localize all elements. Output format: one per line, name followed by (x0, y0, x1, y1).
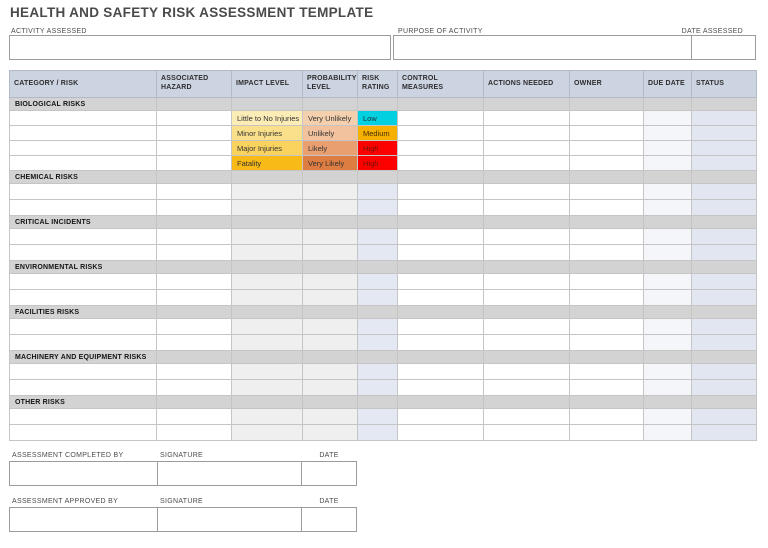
cell-owner[interactable] (570, 335, 644, 351)
table-row (10, 126, 757, 141)
cell-status[interactable] (692, 126, 757, 141)
table-row (10, 319, 757, 335)
risk-rating-cell[interactable]: Low (358, 111, 398, 126)
date-assessed-label: DATE ASSESSED (681, 28, 743, 35)
cell-category[interactable] (10, 364, 157, 380)
cell-probability[interactable] (303, 184, 358, 200)
signature-label: SIGNATURE (160, 498, 204, 505)
cell-due-date[interactable] (644, 245, 692, 261)
date-input[interactable] (301, 507, 357, 532)
cell-category[interactable] (10, 319, 157, 335)
cell-status[interactable] (692, 229, 757, 245)
cell-owner[interactable] (570, 425, 644, 441)
col-header-owner: OWNER (570, 71, 644, 98)
cell-category[interactable] (10, 409, 157, 425)
cell-owner[interactable] (570, 156, 644, 171)
cell-hazard[interactable] (157, 156, 232, 171)
cell-status[interactable] (692, 156, 757, 171)
activity-assessed-input[interactable] (9, 35, 391, 60)
cell-actions-needed[interactable] (484, 274, 570, 290)
impact-level-cell[interactable]: Fatality (232, 156, 303, 171)
cell-due-date[interactable] (644, 364, 692, 380)
cell-hazard[interactable] (157, 141, 232, 156)
section-label: MACHINERY AND EQUIPMENT RISKS (10, 351, 157, 364)
signature-input[interactable] (157, 461, 302, 486)
table-row (10, 184, 757, 200)
probability-level-cell[interactable]: Unlikely (303, 126, 358, 141)
cell-control-measures[interactable] (398, 229, 484, 245)
cell-hazard[interactable] (157, 364, 232, 380)
table-row (10, 245, 757, 261)
cell-probability[interactable] (303, 200, 358, 216)
cell-hazard[interactable] (157, 425, 232, 441)
cell-impact[interactable] (232, 200, 303, 216)
cell-probability[interactable] (303, 245, 358, 261)
date-label: DATE (319, 498, 339, 505)
cell-rating[interactable] (358, 335, 398, 351)
probability-level-cell[interactable]: Very Unlikely (303, 111, 358, 126)
cell-rating[interactable] (358, 425, 398, 441)
cell-due-date[interactable] (644, 290, 692, 306)
section-label: BIOLOGICAL RISKS (10, 98, 157, 111)
cell-actions-needed[interactable] (484, 409, 570, 425)
cell-status[interactable] (692, 245, 757, 261)
cell-probability[interactable] (303, 409, 358, 425)
cell-status[interactable] (692, 141, 757, 156)
cell-control-measures[interactable] (398, 335, 484, 351)
cell-category[interactable] (10, 126, 157, 141)
col-header-probability-level: PROBABILITY LEVEL (303, 71, 358, 98)
cell-actions-needed[interactable] (484, 229, 570, 245)
table-row (10, 409, 757, 425)
cell-impact[interactable] (232, 245, 303, 261)
cell-status[interactable] (692, 111, 757, 126)
cell-rating[interactable] (358, 245, 398, 261)
cell-actions-needed[interactable] (484, 184, 570, 200)
cell-due-date[interactable] (644, 184, 692, 200)
cell-category[interactable] (10, 245, 157, 261)
cell-impact[interactable] (232, 364, 303, 380)
cell-due-date[interactable] (644, 319, 692, 335)
cell-owner[interactable] (570, 409, 644, 425)
col-header-due-date: DUE DATE (644, 71, 692, 98)
cell-due-date[interactable] (644, 200, 692, 216)
cell-category[interactable] (10, 141, 157, 156)
col-header-actions-needed: ACTIONS NEEDED (484, 71, 570, 98)
cell-impact[interactable] (232, 319, 303, 335)
cell-category[interactable] (10, 380, 157, 396)
cell-owner[interactable] (570, 245, 644, 261)
section-row-facilities-risks (10, 306, 757, 319)
table-header-row (10, 71, 757, 98)
assessment-approved-by-input[interactable] (9, 507, 158, 532)
cell-control-measures[interactable] (398, 200, 484, 216)
cell-category[interactable] (10, 111, 157, 126)
cell-control-measures[interactable] (398, 380, 484, 396)
cell-actions-needed[interactable] (484, 126, 570, 141)
cell-control-measures[interactable] (398, 141, 484, 156)
cell-hazard[interactable] (157, 245, 232, 261)
cell-actions-needed[interactable] (484, 141, 570, 156)
cell-category[interactable] (10, 156, 157, 171)
col-header-associated-hazard: ASSOCIATED HAZARD (157, 71, 232, 98)
cell-category[interactable] (10, 290, 157, 306)
cell-status[interactable] (692, 274, 757, 290)
probability-level-cell[interactable]: Likely (303, 141, 358, 156)
section-label: CRITICAL INCIDENTS (10, 216, 157, 229)
cell-hazard[interactable] (157, 409, 232, 425)
cell-due-date[interactable] (644, 229, 692, 245)
cell-actions-needed[interactable] (484, 156, 570, 171)
cell-hazard[interactable] (157, 274, 232, 290)
cell-due-date[interactable] (644, 156, 692, 171)
cell-control-measures[interactable] (398, 364, 484, 380)
cell-impact[interactable] (232, 380, 303, 396)
cell-owner[interactable] (570, 364, 644, 380)
cell-probability[interactable] (303, 319, 358, 335)
signature-label: SIGNATURE (160, 452, 204, 459)
cell-actions-needed[interactable] (484, 245, 570, 261)
cell-due-date[interactable] (644, 425, 692, 441)
date-label: DATE (319, 452, 339, 459)
cell-owner[interactable] (570, 126, 644, 141)
cell-status[interactable] (692, 200, 757, 216)
cell-control-measures[interactable] (398, 111, 484, 126)
cell-control-measures[interactable] (398, 409, 484, 425)
table-row (10, 364, 757, 380)
cell-due-date[interactable] (644, 274, 692, 290)
cell-hazard[interactable] (157, 335, 232, 351)
cell-impact[interactable] (232, 409, 303, 425)
cell-rating[interactable] (358, 409, 398, 425)
table-row (10, 141, 757, 156)
cell-hazard[interactable] (157, 290, 232, 306)
cell-owner[interactable] (570, 200, 644, 216)
cell-impact[interactable] (232, 274, 303, 290)
cell-status[interactable] (692, 290, 757, 306)
cell-probability[interactable] (303, 335, 358, 351)
cell-owner[interactable] (570, 184, 644, 200)
section-row-environmental-risks (10, 261, 757, 274)
cell-category[interactable] (10, 335, 157, 351)
section-row-other-risks (10, 396, 757, 409)
cell-rating[interactable] (358, 200, 398, 216)
cell-owner[interactable] (570, 141, 644, 156)
col-header-risk-rating: RISK RATING (358, 71, 398, 98)
cell-probability[interactable] (303, 364, 358, 380)
risk-assessment-table (9, 70, 757, 441)
cell-category[interactable] (10, 184, 157, 200)
cell-control-measures[interactable] (398, 290, 484, 306)
section-label: CHEMICAL RISKS (10, 171, 157, 184)
cell-status[interactable] (692, 335, 757, 351)
section-label: FACILITIES RISKS (10, 306, 157, 319)
cell-actions-needed[interactable] (484, 380, 570, 396)
table-row (10, 274, 757, 290)
section-row-chemical-risks (10, 171, 757, 184)
cell-category[interactable] (10, 200, 157, 216)
cell-actions-needed[interactable] (484, 200, 570, 216)
cell-due-date[interactable] (644, 409, 692, 425)
assessment-approved-by-label: ASSESSMENT APPROVED BY (12, 498, 119, 505)
purpose-of-activity-input[interactable] (393, 35, 692, 60)
col-header-category-risk: CATEGORY / RISK (10, 71, 157, 98)
cell-probability[interactable] (303, 229, 358, 245)
col-header-control-measures: CONTROL MEASURES (398, 71, 484, 98)
col-header-status: STATUS (692, 71, 757, 98)
cell-status[interactable] (692, 409, 757, 425)
cell-status[interactable] (692, 184, 757, 200)
assessment-completed-by-label: ASSESSMENT COMPLETED BY (12, 452, 124, 459)
section-label: ENVIRONMENTAL RISKS (10, 261, 157, 274)
cell-category[interactable] (10, 229, 157, 245)
cell-probability[interactable] (303, 274, 358, 290)
cell-due-date[interactable] (644, 380, 692, 396)
cell-hazard[interactable] (157, 319, 232, 335)
cell-due-date[interactable] (644, 126, 692, 141)
date-input[interactable] (301, 461, 357, 486)
cell-control-measures[interactable] (398, 184, 484, 200)
impact-level-cell[interactable]: Minor Injuries (232, 126, 303, 141)
cell-owner[interactable] (570, 290, 644, 306)
cell-hazard[interactable] (157, 126, 232, 141)
col-header-impact-level: IMPACT LEVEL (232, 71, 303, 98)
cell-rating[interactable] (358, 229, 398, 245)
cell-impact[interactable] (232, 335, 303, 351)
cell-category[interactable] (10, 425, 157, 441)
cell-owner[interactable] (570, 380, 644, 396)
cell-rating[interactable] (358, 274, 398, 290)
assessment-completed-by-input[interactable] (9, 461, 158, 486)
table-row (10, 425, 757, 441)
cell-actions-needed[interactable] (484, 364, 570, 380)
table-row (10, 200, 757, 216)
section-row-biological-risks (10, 98, 757, 111)
cell-status[interactable] (692, 425, 757, 441)
cell-due-date[interactable] (644, 111, 692, 126)
date-assessed-input[interactable] (691, 35, 756, 60)
cell-owner[interactable] (570, 274, 644, 290)
cell-impact[interactable] (232, 229, 303, 245)
table-row (10, 380, 757, 396)
cell-probability[interactable] (303, 380, 358, 396)
cell-impact[interactable] (232, 425, 303, 441)
cell-owner[interactable] (570, 319, 644, 335)
cell-control-measures[interactable] (398, 319, 484, 335)
risk-rating-cell[interactable]: High (358, 156, 398, 171)
cell-status[interactable] (692, 319, 757, 335)
impact-level-cell[interactable]: Little to No Injuries (232, 111, 303, 126)
cell-hazard[interactable] (157, 380, 232, 396)
risk-rating-cell[interactable]: High (358, 141, 398, 156)
cell-due-date[interactable] (644, 141, 692, 156)
cell-hazard[interactable] (157, 184, 232, 200)
cell-rating[interactable] (358, 319, 398, 335)
cell-actions-needed[interactable] (484, 290, 570, 306)
cell-owner[interactable] (570, 111, 644, 126)
cell-actions-needed[interactable] (484, 319, 570, 335)
impact-level-cell[interactable]: Major Injuries (232, 141, 303, 156)
cell-hazard[interactable] (157, 200, 232, 216)
table-row (10, 156, 757, 171)
cell-owner[interactable] (570, 229, 644, 245)
cell-probability[interactable] (303, 425, 358, 441)
cell-status[interactable] (692, 364, 757, 380)
cell-hazard[interactable] (157, 229, 232, 245)
cell-rating[interactable] (358, 184, 398, 200)
cell-control-measures[interactable] (398, 425, 484, 441)
activity-assessed-label: ACTIVITY ASSESSED (11, 28, 87, 35)
section-label: OTHER RISKS (10, 396, 157, 409)
cell-control-measures[interactable] (398, 274, 484, 290)
cell-rating[interactable] (358, 380, 398, 396)
signature-input[interactable] (157, 507, 302, 532)
section-row-machinery-equipment-risks (10, 351, 757, 364)
table-row (10, 111, 757, 126)
table-row (10, 229, 757, 245)
purpose-of-activity-label: PURPOSE OF ACTIVITY (398, 28, 483, 35)
table-row (10, 335, 757, 351)
risk-rating-cell[interactable]: Medium (358, 126, 398, 141)
cell-control-measures[interactable] (398, 245, 484, 261)
cell-actions-needed[interactable] (484, 335, 570, 351)
cell-control-measures[interactable] (398, 156, 484, 171)
cell-impact[interactable] (232, 290, 303, 306)
page-title: HEALTH AND SAFETY RISK ASSESSMENT TEMPLATE (10, 5, 374, 20)
cell-hazard[interactable] (157, 111, 232, 126)
probability-level-cell[interactable]: Very Likely (303, 156, 358, 171)
cell-impact[interactable] (232, 184, 303, 200)
cell-probability[interactable] (303, 290, 358, 306)
cell-category[interactable] (10, 274, 157, 290)
section-row-critical-incidents (10, 216, 757, 229)
cell-rating[interactable] (358, 290, 398, 306)
table-row (10, 290, 757, 306)
cell-actions-needed[interactable] (484, 111, 570, 126)
cell-actions-needed[interactable] (484, 425, 570, 441)
cell-due-date[interactable] (644, 335, 692, 351)
cell-rating[interactable] (358, 364, 398, 380)
cell-status[interactable] (692, 380, 757, 396)
cell-control-measures[interactable] (398, 126, 484, 141)
